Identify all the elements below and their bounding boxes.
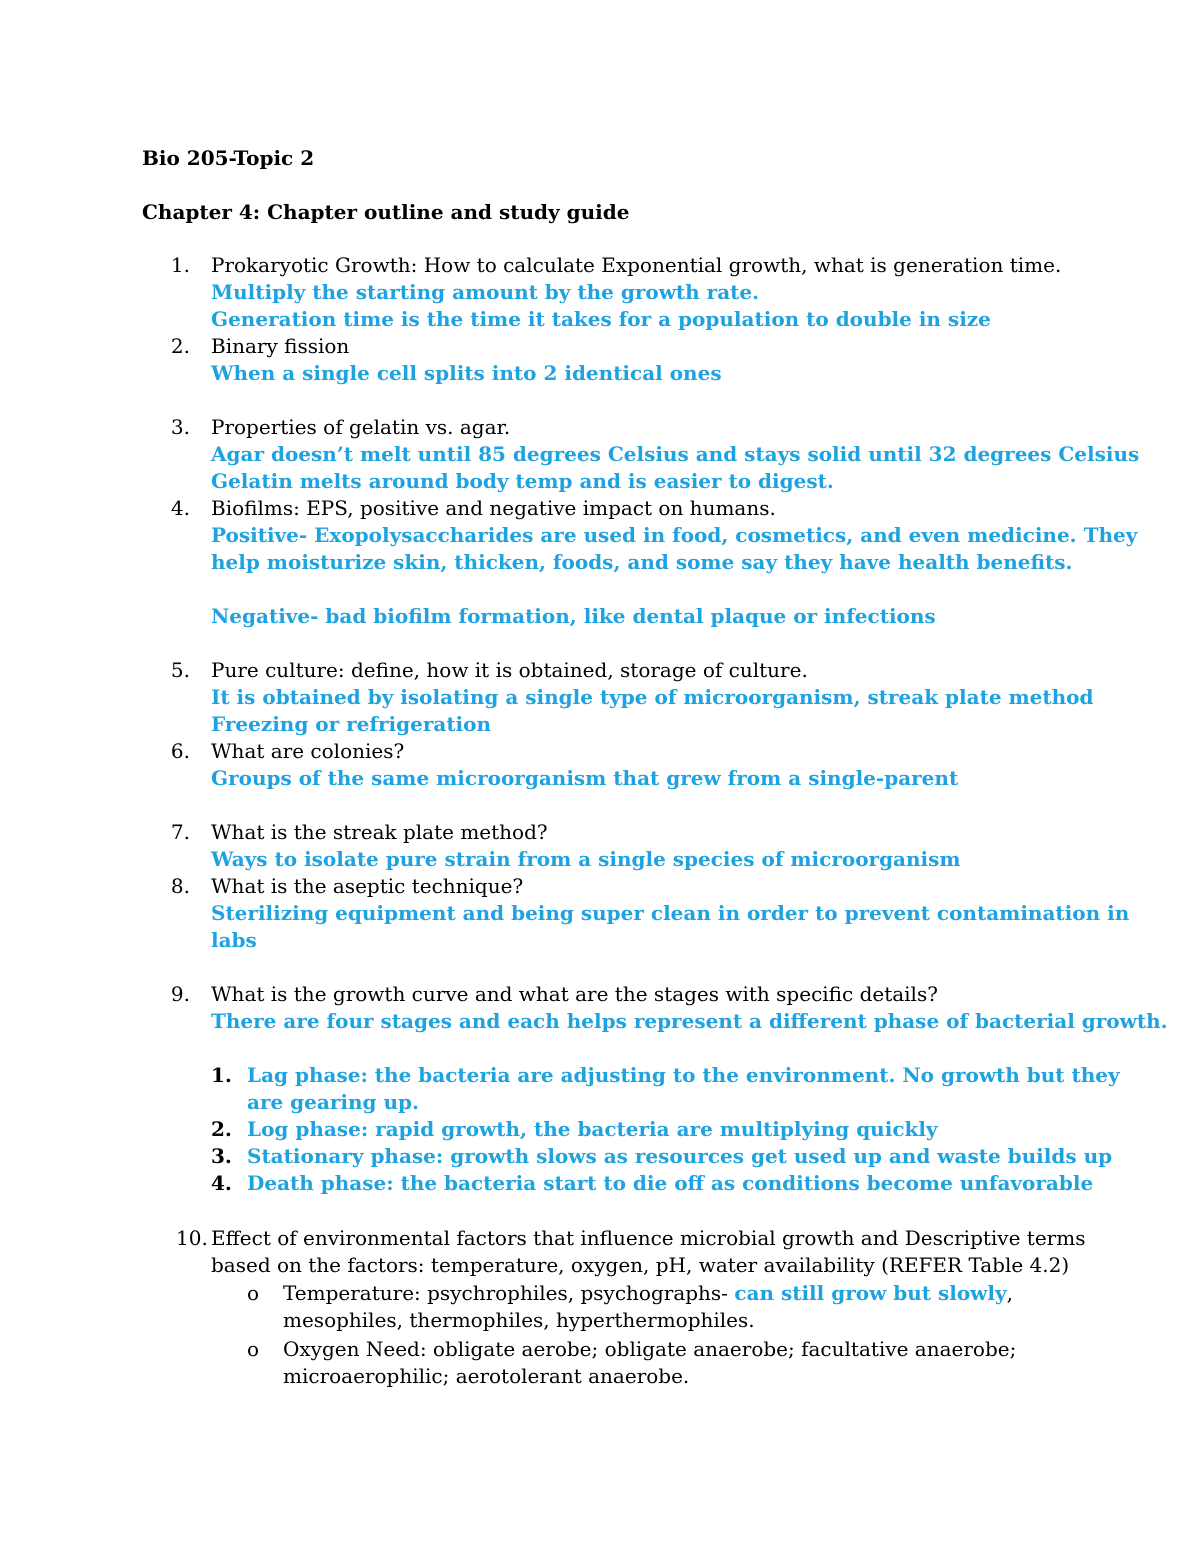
question-text: What is the aseptic technique? xyxy=(211,874,524,898)
answer-text: Freezing or refrigeration xyxy=(211,712,492,736)
item-number: 6. xyxy=(170,739,190,763)
answer-text: When a single cell splits into 2 identical ones xyxy=(211,361,722,385)
question-text: What is the growth curve and what are the stages with specific details? xyxy=(211,982,938,1006)
item-number: 1. xyxy=(170,253,190,277)
stage-text: Stationary phase: growth slows as resources get used up and waste builds up xyxy=(247,1144,1113,1168)
answer-text: Multiply the starting amount by the growth rate. xyxy=(211,280,760,304)
answer-text: Sterilizing equipment and being super clean in order to prevent contamination in xyxy=(211,901,1130,925)
bullet-marker: o xyxy=(247,1281,260,1305)
bullet-marker: o xyxy=(247,1337,260,1361)
question-text: Prokaryotic Growth: How to calculate Exponential growth, what is generation time. xyxy=(211,253,1062,277)
answer-text: Generation time is the time it takes for a population to double in size xyxy=(211,307,991,331)
question-text: Properties of gelatin vs. agar. xyxy=(211,415,511,439)
answer-text: Negative- bad biofilm formation, like dental plaque or infections xyxy=(211,604,936,628)
stage-number: 3. xyxy=(211,1144,232,1168)
stage-text: are gearing up. xyxy=(247,1090,419,1114)
answer-text: Gelatin melts around body temp and is easier to digest. xyxy=(211,469,834,493)
bullet-text: Oxygen Need: obligate aerobe; obligate anaerobe; facultative anaerobe; xyxy=(283,1337,1017,1361)
bullet-text-answer: can still grow but slowly xyxy=(734,1281,1007,1305)
stage-text: Death phase: the bacteria start to die off as conditions become unfavorable xyxy=(247,1171,1094,1195)
question-text: Effect of environmental factors that influence microbial growth and Descriptive terms xyxy=(211,1226,1086,1250)
item-number: 2. xyxy=(170,334,190,358)
bullet-text: mesophiles, thermophiles, hyperthermophiles. xyxy=(283,1308,755,1332)
stage-number: 2. xyxy=(211,1117,232,1141)
doc-subtitle: Chapter 4: Chapter outline and study guide xyxy=(142,200,630,224)
question-text: Pure culture: define, how it is obtained, storage of culture. xyxy=(211,658,808,682)
item-number: 10. xyxy=(176,1226,208,1250)
question-text: What is the streak plate method? xyxy=(211,820,548,844)
answer-text: Agar doesn’t melt until 85 degrees Celsius and stays solid until 32 degrees Celsius xyxy=(211,442,1140,466)
answer-text: Ways to isolate pure strain from a single species of microorganism xyxy=(211,847,961,871)
answer-text: Groups of the same microorganism that grew from a single-parent xyxy=(211,766,959,790)
stage-text: Log phase: rapid growth, the bacteria are multiplying quickly xyxy=(247,1117,938,1141)
answer-text: It is obtained by isolating a single type of microorganism, streak plate method xyxy=(211,685,1094,709)
item-number: 3. xyxy=(170,415,190,439)
answer-text: help moisturize skin, thicken, foods, and some say they have health benefits. xyxy=(211,550,1073,574)
answer-text: Positive- Exopolysaccharides are used in food, cosmetics, and even medicine. They xyxy=(211,523,1138,547)
question-text: What are colonies? xyxy=(211,739,405,763)
stage-number: 1. xyxy=(211,1063,232,1087)
item-number: 9. xyxy=(170,982,190,1006)
item-number: 8. xyxy=(170,874,190,898)
bullet-text: microaerophilic; aerotolerant anaerobe. xyxy=(283,1364,690,1388)
bullet-text-plain: Temperature: psychrophiles, psychographs- xyxy=(283,1281,735,1305)
answer-text: labs xyxy=(211,928,257,952)
answer-text: There are four stages and each helps represent a different phase of bacterial growth. xyxy=(211,1009,1168,1033)
question-text: based on the factors: temperature, oxygen, pH, water availability (REFER Table 4.2) xyxy=(211,1253,1070,1277)
question-text: Biofilms: EPS, positive and negative impact on humans. xyxy=(211,496,776,520)
doc-title: Bio 205-Topic 2 xyxy=(142,146,315,170)
item-number: 4. xyxy=(170,496,190,520)
bullet-text xyxy=(283,1280,1013,1306)
question-text: Binary fission xyxy=(211,334,350,358)
item-number: 7. xyxy=(170,820,190,844)
bullet-text-plain: , xyxy=(1006,1281,1013,1305)
stage-number: 4. xyxy=(211,1171,232,1195)
item-number: 5. xyxy=(170,658,190,682)
stage-text: Lag phase: the bacteria are adjusting to the environment. No growth but they xyxy=(247,1063,1120,1087)
